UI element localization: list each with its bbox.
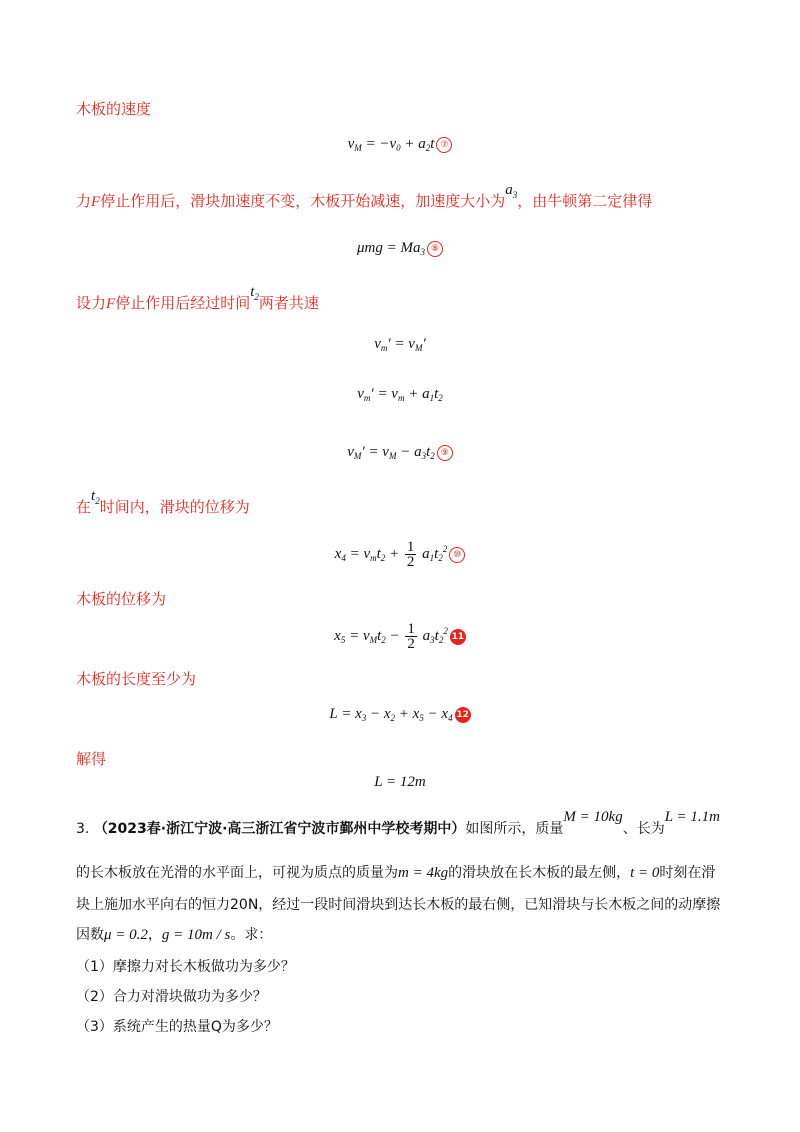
friction-coefficient: μ = 0.2	[104, 927, 148, 943]
gravity-value: g = 10m / s	[161, 927, 231, 943]
equation-number-7: ⑦	[436, 137, 452, 153]
question-header	[76, 809, 800, 838]
text-part: 设力	[76, 294, 107, 312]
question-line-2	[76, 862, 800, 882]
sub-question-text: （1）摩擦力对长木板做功为多少？	[76, 959, 295, 975]
question-line-4	[76, 924, 800, 944]
symbol-t2	[91, 488, 100, 504]
equation-number-10: ⑩	[449, 547, 465, 563]
text-part: ，	[147, 927, 162, 943]
subscript-2: 2	[95, 496, 100, 506]
text-part: 块上施加水平向右的恒力20N，经过一段时间滑块到达长木板的最右侧，已知滑块与长木板之间的动摩擦	[76, 897, 721, 913]
symbol-F: F	[106, 296, 116, 312]
result-equation	[0, 774, 800, 791]
sub-question-3	[76, 1016, 800, 1036]
text-part: 在	[76, 498, 92, 516]
equation-number-12: 12	[455, 707, 471, 723]
equation-number-11: 11	[450, 629, 466, 645]
question-line-3	[76, 894, 800, 914]
mass-M: M = 10kg	[563, 809, 623, 825]
equation-11: $x_5 = v_Mt_2$ − $\frac{1}{2}$ $a_3t_2^211$	[334, 621, 465, 652]
fraction-half: $\frac{1}{2}$	[407, 621, 415, 652]
symbol-t: t	[250, 284, 255, 300]
text-part: 的长木板放在光滑的水平面上，可视为质点的质量为	[76, 865, 398, 881]
equation-10: $x_4 = v_mt_2$ + $\frac{1}{2}$ $a_1t_2^2⑩$	[0, 540, 800, 569]
question-number: 3.	[76, 821, 90, 837]
text-force-stop	[76, 182, 800, 212]
text-part: 木板的位移为	[76, 590, 167, 608]
fraction-half: $\frac{1}{2}$	[406, 539, 415, 570]
text-board-velocity	[76, 98, 800, 119]
text-block-displacement	[76, 488, 800, 518]
sub-question-text: （3）系统产生的热量Q为多少？	[76, 1019, 278, 1035]
symbol-t2	[250, 284, 259, 300]
equation-9: $v_M' = v_M - a_3t_2$ ⑨	[0, 444, 800, 461]
sub-question-1	[76, 956, 800, 976]
text-common-speed	[76, 284, 800, 314]
text-part: 时间内，滑块的位移为	[99, 498, 250, 516]
text-part: 停止作用后经过时间	[115, 294, 251, 312]
equation-8: $\mu mg = Ma_3$ ⑧	[0, 240, 800, 257]
time-zero: t = 0	[630, 865, 660, 881]
text-part: 两者共速	[258, 294, 319, 312]
question-source: （2023春·浙江宁波·高三浙江省宁波市鄞州中学校考期中）	[93, 821, 466, 837]
symbol-F: F	[91, 194, 101, 210]
equation-common-velocity: $v_m' = v_M'$	[374, 336, 426, 353]
equation-block-velocity: $v_m' = v_m + a_1t_2$	[357, 386, 443, 403]
equation-7: $v_M = -v_0 + a_2t$ ⑦	[0, 136, 800, 153]
text-min-length	[76, 668, 800, 689]
text-part: 力	[76, 192, 92, 210]
result-value: L = 12m	[374, 774, 426, 790]
text-part: 、长为	[622, 821, 665, 837]
text-part: 停止作用后，滑块加速度不变，木板开始减速，加速度大小为	[100, 192, 506, 210]
text-part: 解得	[76, 750, 107, 768]
equation-12: $L = x_3 - x_2 + x_5 - x_4$ 12	[329, 706, 469, 723]
symbol-a: a	[505, 182, 513, 198]
text-part: 木板的长度至少为	[76, 670, 197, 688]
text-part: 。求：	[230, 927, 273, 943]
mass-m: m = 4kg	[398, 865, 449, 881]
equation-number-9: ⑨	[437, 445, 453, 461]
length-L: L = 1.1m	[664, 809, 720, 825]
equation-number-8: ⑧	[427, 241, 443, 257]
sub-question-2	[76, 986, 800, 1006]
subscript-3: 3	[512, 190, 518, 200]
label-board-velocity: 木板的速度	[76, 100, 152, 118]
text-solution	[76, 748, 800, 769]
symbol-t: t	[91, 488, 96, 504]
sub-question-text: （2）合力对滑块做功为多少？	[76, 989, 267, 1005]
subscript-2: 2	[254, 292, 259, 302]
text-part: 因数	[76, 927, 104, 943]
symbol-a3	[505, 182, 517, 198]
text-part: 如图所示，质量	[465, 821, 564, 837]
text-part: 的滑块放在长木板的最左侧，	[448, 865, 631, 881]
text-board-displacement	[76, 588, 800, 609]
text-part: 时刻在滑	[659, 865, 716, 881]
text-part: ，由牛顿第二定律得	[517, 192, 653, 210]
